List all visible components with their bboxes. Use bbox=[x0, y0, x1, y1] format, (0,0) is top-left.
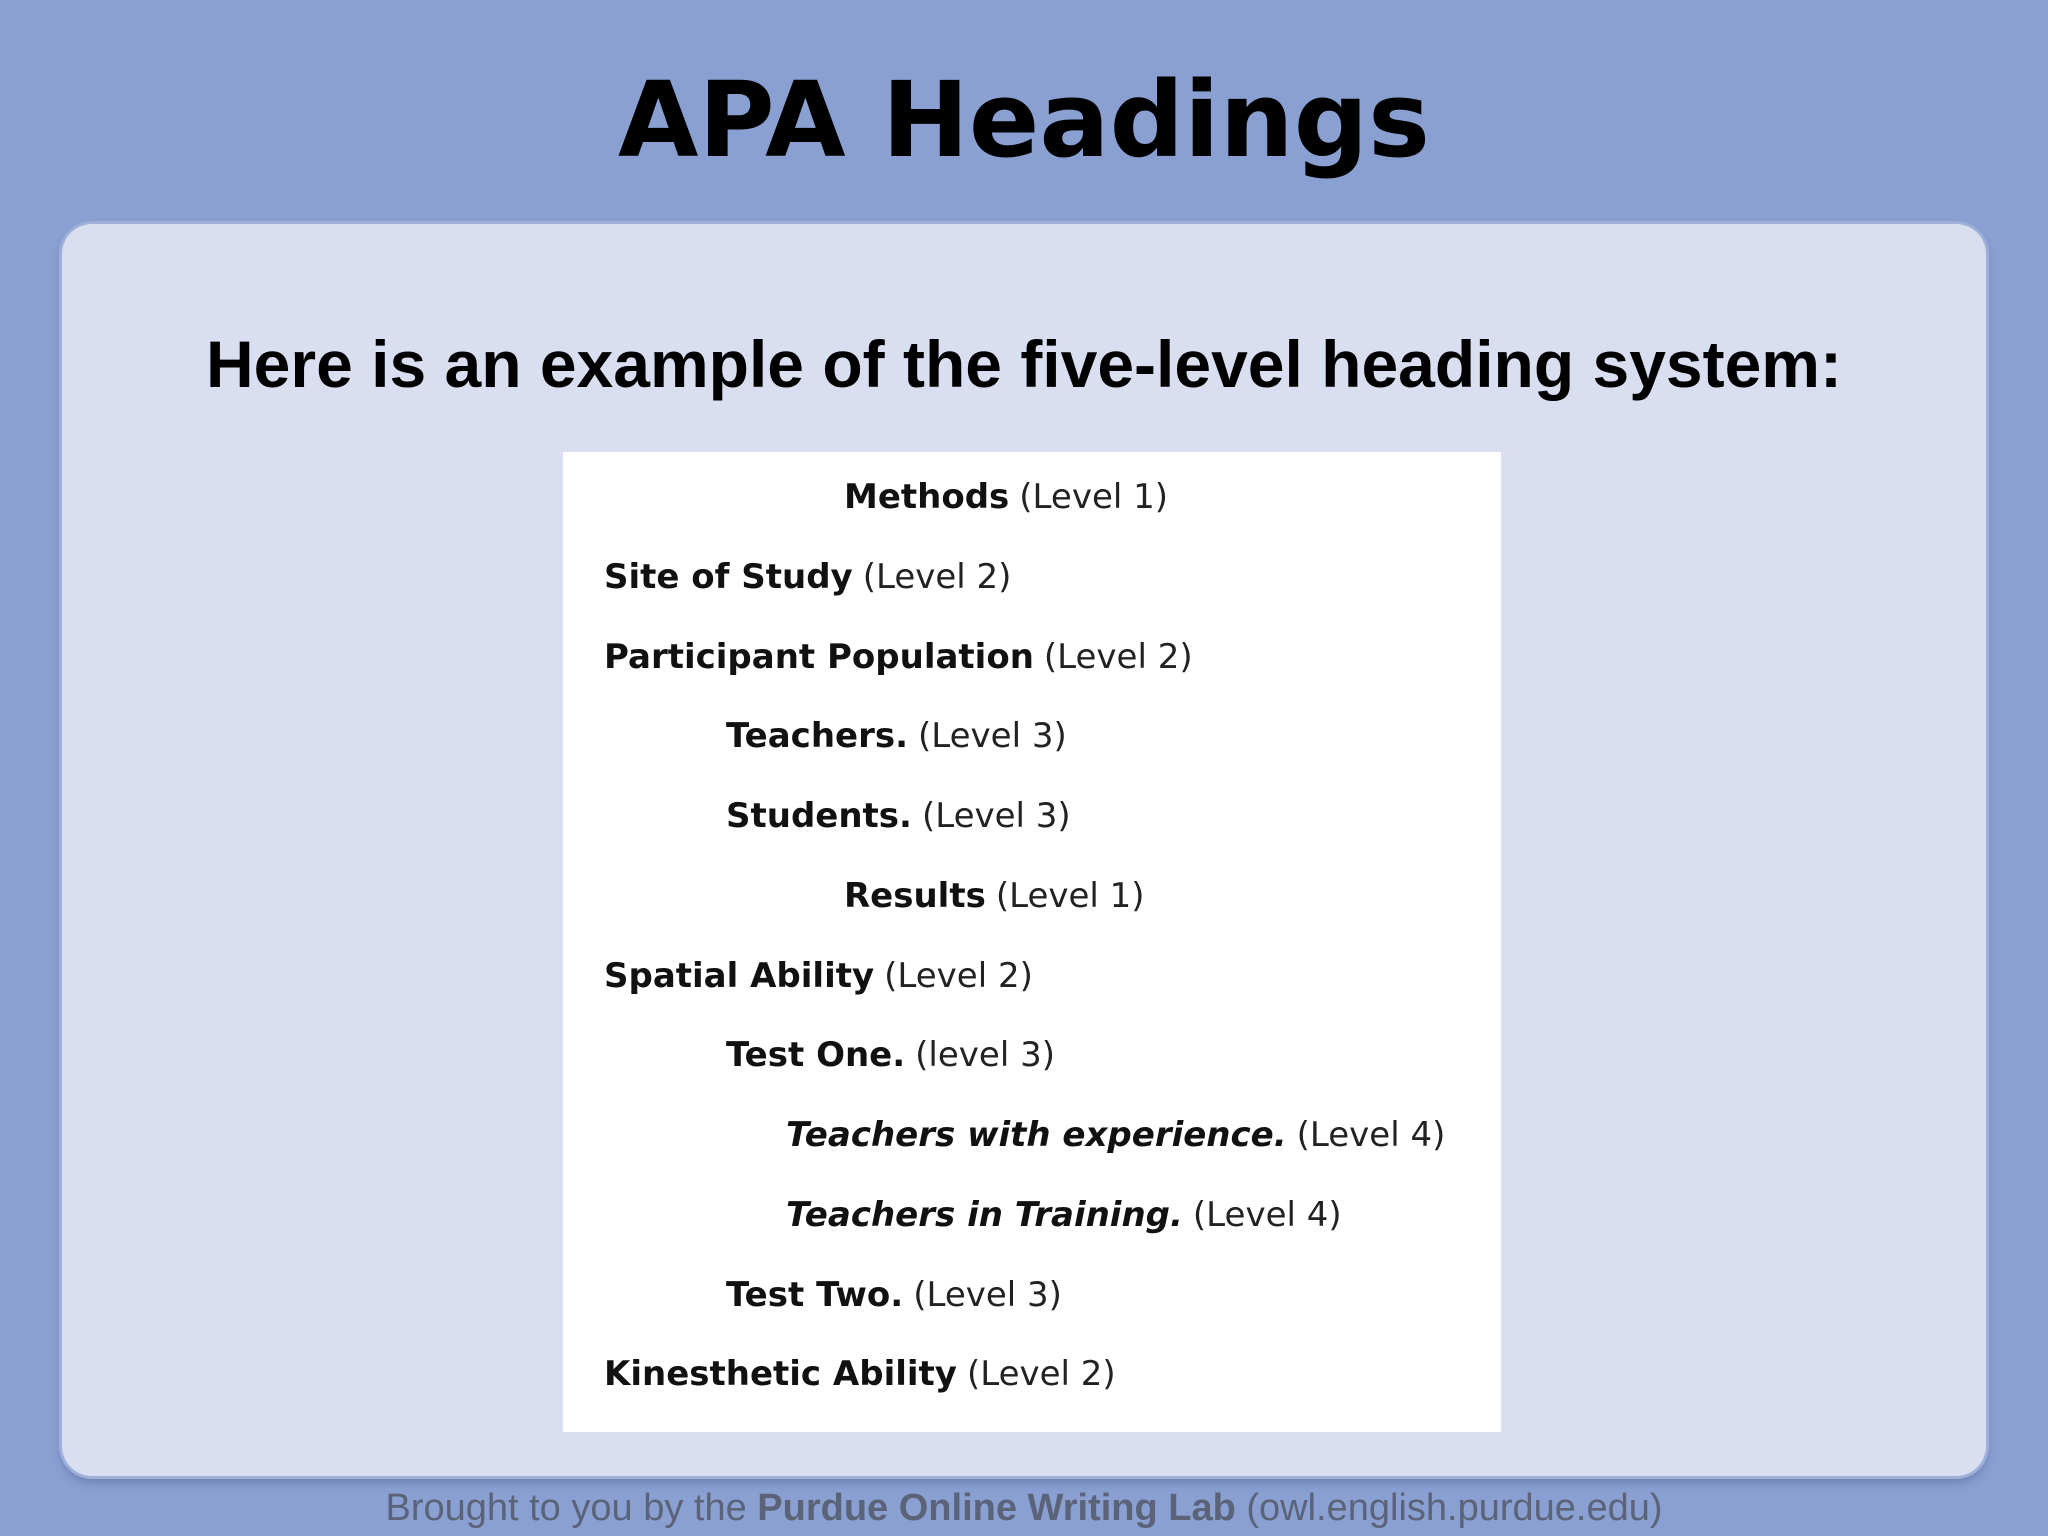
heading-text: Spatial Ability bbox=[604, 956, 875, 996]
footer-suffix: (owl.english.purdue.edu) bbox=[1235, 1487, 1663, 1529]
footer-credit bbox=[0, 1484, 2048, 1532]
heading-text: Kinesthetic Ability bbox=[604, 1354, 957, 1394]
heading-row bbox=[786, 1115, 1445, 1155]
slide-title: APA Headings bbox=[617, 59, 1431, 181]
footer-prefix: Brought to you by the bbox=[385, 1487, 758, 1529]
heading-level: (level 3) bbox=[915, 1035, 1055, 1075]
heading-text: Students. bbox=[726, 796, 912, 836]
heading-row bbox=[726, 796, 1071, 836]
heading-level: (Level 1) bbox=[1019, 477, 1169, 517]
heading-level: (Level 2) bbox=[884, 956, 1033, 996]
heading-text: Teachers. bbox=[726, 716, 909, 756]
heading-level: (Level 3) bbox=[918, 716, 1067, 756]
heading-level: (Level 1) bbox=[995, 876, 1145, 916]
heading-text: Results bbox=[844, 876, 986, 916]
heading-level: (Level 2) bbox=[1043, 637, 1193, 677]
heading-level: (Level 2) bbox=[966, 1354, 1116, 1394]
heading-level: (Level 4) bbox=[1296, 1115, 1446, 1155]
heading-text: Methods bbox=[844, 477, 1010, 517]
heading-row bbox=[726, 716, 1067, 756]
heading-text: Test Two. bbox=[726, 1275, 904, 1315]
heading-row bbox=[726, 1035, 1055, 1075]
heading-row bbox=[844, 477, 1168, 517]
heading-text: Teachers with experience. bbox=[786, 1115, 1287, 1155]
heading-text: Site of Study bbox=[604, 557, 853, 597]
heading-row bbox=[604, 557, 1011, 597]
heading-level: (Level 3) bbox=[913, 1275, 1062, 1315]
heading-level: (Level 4) bbox=[1192, 1195, 1342, 1235]
heading-text: Test One. bbox=[726, 1035, 906, 1075]
heading-level: (Level 3) bbox=[921, 796, 1071, 836]
content-panel bbox=[62, 224, 1986, 1476]
heading-level: (Level 2) bbox=[862, 557, 1012, 597]
heading-row bbox=[726, 1275, 1062, 1315]
heading-text: Participant Population bbox=[604, 637, 1034, 677]
intro-text: Here is an example of the five-level heading system: bbox=[206, 327, 1842, 401]
heading-text: Teachers in Training. bbox=[786, 1195, 1183, 1235]
heading-row bbox=[604, 637, 1193, 677]
footer-lab-name: Purdue Online Writing Lab bbox=[757, 1487, 1236, 1529]
heading-row bbox=[604, 956, 1033, 996]
heading-row bbox=[786, 1195, 1342, 1235]
heading-row bbox=[844, 876, 1145, 916]
heading-row bbox=[604, 1354, 1116, 1394]
heading-example-figure bbox=[563, 452, 1501, 1432]
